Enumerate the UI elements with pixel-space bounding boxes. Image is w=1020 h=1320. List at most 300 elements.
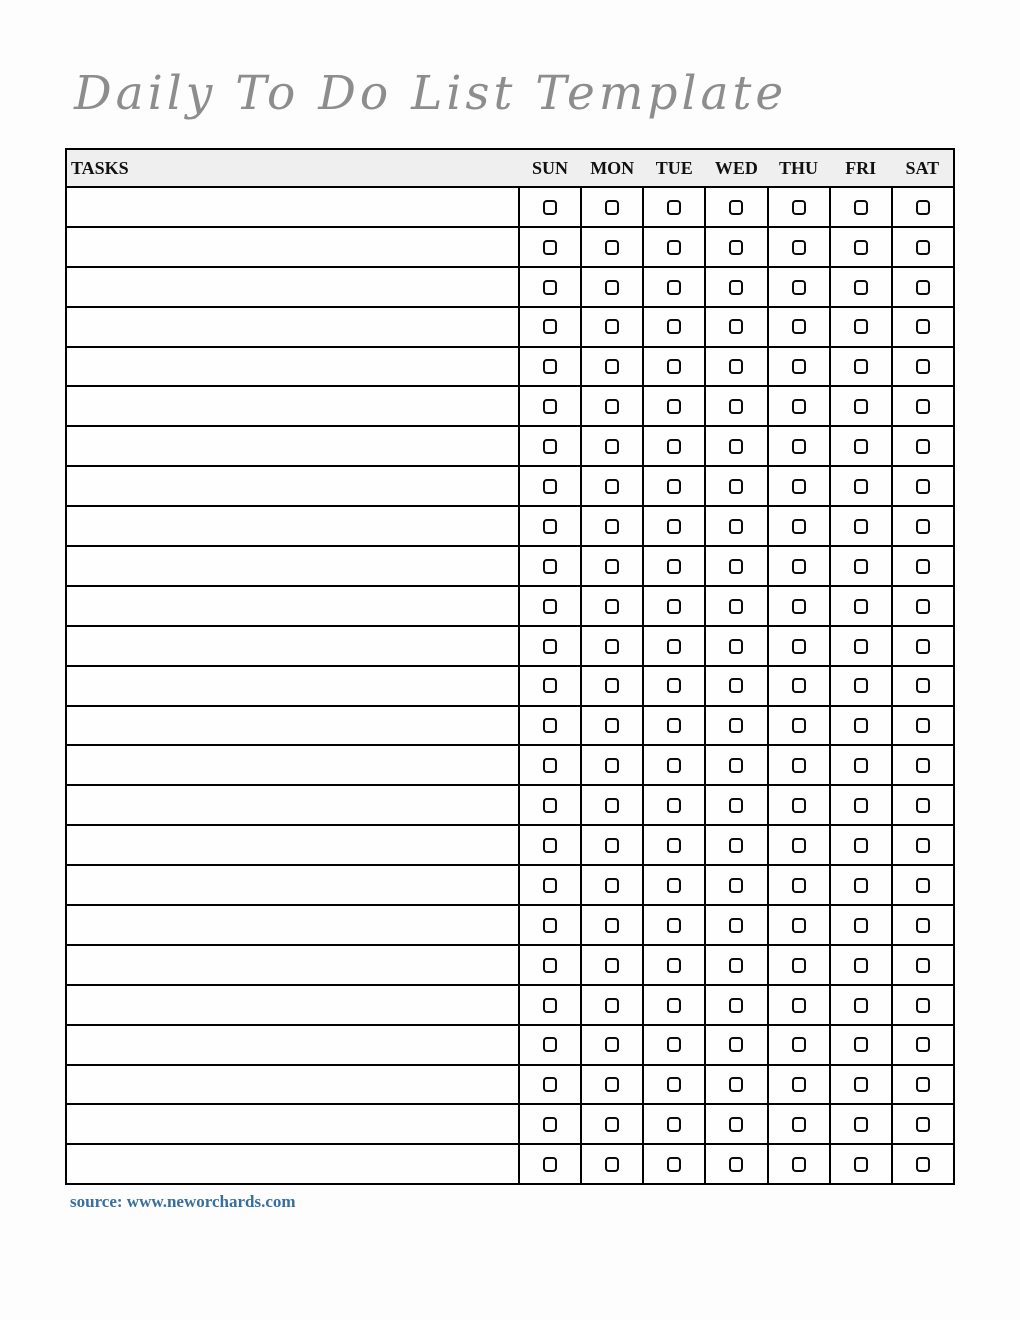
day-cell-fri [830, 1104, 892, 1144]
checkbox-fri[interactable] [854, 359, 868, 374]
task-cell[interactable] [66, 267, 519, 307]
day-cell-mon [581, 666, 643, 706]
task-cell[interactable] [66, 905, 519, 945]
day-cell-sat [892, 745, 954, 785]
day-cell-sat [892, 1104, 954, 1144]
task-cell[interactable] [66, 865, 519, 905]
checkbox-thu[interactable] [792, 519, 806, 534]
task-cell[interactable] [66, 187, 519, 227]
day-cell-sun [519, 1104, 581, 1144]
day-cell-wed [705, 546, 767, 586]
checkbox-tue[interactable] [667, 1077, 681, 1092]
checkbox-wed[interactable] [729, 758, 743, 773]
table-row [66, 586, 954, 626]
checkbox-thu[interactable] [792, 240, 806, 255]
day-cell-thu [768, 586, 830, 626]
checkbox-wed[interactable] [729, 319, 743, 334]
checkbox-tue[interactable] [667, 519, 681, 534]
checkbox-wed[interactable] [729, 519, 743, 534]
checkbox-mon[interactable] [605, 319, 619, 334]
checkbox-sat[interactable] [916, 359, 930, 374]
checkbox-wed[interactable] [729, 918, 743, 933]
day-cell-sun [519, 307, 581, 347]
checkbox-sat[interactable] [916, 918, 930, 933]
checkbox-wed[interactable] [729, 838, 743, 853]
checkbox-sun[interactable] [543, 359, 557, 374]
task-cell[interactable] [66, 426, 519, 466]
checkbox-tue[interactable] [667, 639, 681, 654]
checkbox-thu[interactable] [792, 958, 806, 973]
checkbox-sun[interactable] [543, 1037, 557, 1052]
day-cell-mon [581, 985, 643, 1025]
table-header [66, 149, 954, 187]
checkbox-sun[interactable] [543, 758, 557, 773]
task-cell[interactable] [66, 785, 519, 825]
day-cell-wed [705, 347, 767, 387]
checkbox-wed[interactable] [729, 1117, 743, 1132]
checkbox-mon[interactable] [605, 678, 619, 693]
task-cell[interactable] [66, 1104, 519, 1144]
checkbox-wed[interactable] [729, 559, 743, 574]
checkbox-mon[interactable] [605, 918, 619, 933]
checkbox-tue[interactable] [667, 439, 681, 454]
checkbox-fri[interactable] [854, 678, 868, 693]
table-row [66, 307, 954, 347]
day-cell-wed [705, 785, 767, 825]
checkbox-sun[interactable] [543, 878, 557, 893]
day-header-wed: WED [705, 149, 767, 187]
checkbox-fri[interactable] [854, 639, 868, 654]
checkbox-thu[interactable] [792, 599, 806, 614]
day-cell-thu [768, 945, 830, 985]
table-row [66, 546, 954, 586]
day-cell-tue [643, 785, 705, 825]
checkbox-tue[interactable] [667, 200, 681, 215]
checkbox-fri[interactable] [854, 280, 868, 295]
task-cell[interactable] [66, 586, 519, 626]
checkbox-tue[interactable] [667, 479, 681, 494]
checkbox-tue[interactable] [667, 878, 681, 893]
day-cell-fri [830, 865, 892, 905]
day-cell-sat [892, 985, 954, 1025]
table-row [66, 985, 954, 1025]
checkbox-sat[interactable] [916, 240, 930, 255]
day-cell-wed [705, 267, 767, 307]
day-cell-thu [768, 865, 830, 905]
checkbox-sat[interactable] [916, 758, 930, 773]
checkbox-sun[interactable] [543, 998, 557, 1013]
checkbox-tue[interactable] [667, 280, 681, 295]
checkbox-fri[interactable] [854, 918, 868, 933]
checkbox-sat[interactable] [916, 1157, 930, 1172]
checkbox-mon[interactable] [605, 718, 619, 733]
checkbox-mon[interactable] [605, 399, 619, 414]
checkbox-fri[interactable] [854, 718, 868, 733]
day-cell-sat [892, 1065, 954, 1105]
day-cell-fri [830, 706, 892, 746]
day-cell-sun [519, 825, 581, 865]
day-cell-mon [581, 187, 643, 227]
day-cell-thu [768, 506, 830, 546]
checkbox-sun[interactable] [543, 798, 557, 813]
task-cell[interactable] [66, 1065, 519, 1105]
checkbox-sat[interactable] [916, 639, 930, 654]
checkbox-fri[interactable] [854, 878, 868, 893]
checkbox-fri[interactable] [854, 1037, 868, 1052]
checkbox-tue[interactable] [667, 319, 681, 334]
day-cell-wed [705, 1065, 767, 1105]
checkbox-thu[interactable] [792, 359, 806, 374]
day-cell-mon [581, 825, 643, 865]
checkbox-sat[interactable] [916, 559, 930, 574]
checkbox-sat[interactable] [916, 599, 930, 614]
checkbox-thu[interactable] [792, 998, 806, 1013]
checkbox-mon[interactable] [605, 559, 619, 574]
checkbox-fri[interactable] [854, 1117, 868, 1132]
day-cell-mon [581, 626, 643, 666]
checkbox-fri[interactable] [854, 479, 868, 494]
checkbox-sat[interactable] [916, 998, 930, 1013]
day-cell-tue [643, 506, 705, 546]
task-cell[interactable] [66, 307, 519, 347]
checkbox-mon[interactable] [605, 1157, 619, 1172]
checkbox-tue[interactable] [667, 599, 681, 614]
checkbox-wed[interactable] [729, 399, 743, 414]
day-cell-sun [519, 706, 581, 746]
checkbox-sun[interactable] [543, 479, 557, 494]
task-cell[interactable] [66, 546, 519, 586]
checkbox-mon[interactable] [605, 439, 619, 454]
checkbox-wed[interactable] [729, 678, 743, 693]
task-cell[interactable] [66, 945, 519, 985]
day-cell-sat [892, 586, 954, 626]
day-cell-tue [643, 267, 705, 307]
day-cell-tue [643, 1065, 705, 1105]
checkbox-mon[interactable] [605, 639, 619, 654]
checkbox-fri[interactable] [854, 559, 868, 574]
table-row [66, 626, 954, 666]
checkbox-mon[interactable] [605, 280, 619, 295]
checkbox-fri[interactable] [854, 399, 868, 414]
day-cell-wed [705, 745, 767, 785]
day-cell-sun [519, 945, 581, 985]
checkbox-sat[interactable] [916, 718, 930, 733]
checkbox-mon[interactable] [605, 1117, 619, 1132]
day-cell-mon [581, 1025, 643, 1065]
day-cell-sun [519, 1144, 581, 1184]
day-cell-sun [519, 267, 581, 307]
checkbox-sun[interactable] [543, 439, 557, 454]
checkbox-sun[interactable] [543, 519, 557, 534]
checkbox-sat[interactable] [916, 878, 930, 893]
checkbox-thu[interactable] [792, 1077, 806, 1092]
checkbox-thu[interactable] [792, 918, 806, 933]
checkbox-thu[interactable] [792, 878, 806, 893]
checkbox-wed[interactable] [729, 798, 743, 813]
checkbox-wed[interactable] [729, 280, 743, 295]
checkbox-tue[interactable] [667, 998, 681, 1013]
checkbox-tue[interactable] [667, 399, 681, 414]
checkbox-wed[interactable] [729, 200, 743, 215]
checkbox-wed[interactable] [729, 1077, 743, 1092]
checkbox-thu[interactable] [792, 1037, 806, 1052]
task-cell[interactable] [66, 386, 519, 426]
task-cell[interactable] [66, 347, 519, 387]
checkbox-sun[interactable] [543, 958, 557, 973]
task-cell[interactable] [66, 626, 519, 666]
day-cell-fri [830, 347, 892, 387]
checkbox-fri[interactable] [854, 758, 868, 773]
checkbox-fri[interactable] [854, 319, 868, 334]
checkbox-mon[interactable] [605, 519, 619, 534]
checkbox-sat[interactable] [916, 319, 930, 334]
day-cell-thu [768, 825, 830, 865]
checkbox-fri[interactable] [854, 998, 868, 1013]
checkbox-sat[interactable] [916, 958, 930, 973]
day-header-tue: TUE [643, 149, 705, 187]
task-cell[interactable] [66, 666, 519, 706]
day-cell-sat [892, 227, 954, 267]
table-row [66, 267, 954, 307]
day-cell-tue [643, 187, 705, 227]
checkbox-sun[interactable] [543, 718, 557, 733]
task-cell[interactable] [66, 745, 519, 785]
day-cell-mon [581, 865, 643, 905]
day-cell-wed [705, 466, 767, 506]
checkbox-sun[interactable] [543, 319, 557, 334]
checkbox-sat[interactable] [916, 399, 930, 414]
checkbox-fri[interactable] [854, 1077, 868, 1092]
task-cell[interactable] [66, 985, 519, 1025]
checkbox-sat[interactable] [916, 798, 930, 813]
checkbox-mon[interactable] [605, 838, 619, 853]
day-cell-sun [519, 347, 581, 387]
task-cell[interactable] [66, 466, 519, 506]
checkbox-thu[interactable] [792, 280, 806, 295]
checkbox-sat[interactable] [916, 280, 930, 295]
task-cell[interactable] [66, 506, 519, 546]
task-cell[interactable] [66, 227, 519, 267]
day-cell-tue [643, 945, 705, 985]
checkbox-sat[interactable] [916, 678, 930, 693]
day-cell-fri [830, 666, 892, 706]
day-cell-mon [581, 506, 643, 546]
checkbox-fri[interactable] [854, 519, 868, 534]
day-cell-fri [830, 825, 892, 865]
table-row [66, 227, 954, 267]
checkbox-thu[interactable] [792, 319, 806, 334]
checkbox-fri[interactable] [854, 200, 868, 215]
checkbox-thu[interactable] [792, 639, 806, 654]
checkbox-wed[interactable] [729, 439, 743, 454]
checkbox-sun[interactable] [543, 1117, 557, 1132]
table-row [66, 1025, 954, 1065]
checkbox-sun[interactable] [543, 280, 557, 295]
checkbox-mon[interactable] [605, 479, 619, 494]
task-cell[interactable] [66, 825, 519, 865]
day-cell-sat [892, 386, 954, 426]
checkbox-mon[interactable] [605, 1077, 619, 1092]
checkbox-tue[interactable] [667, 559, 681, 574]
day-cell-thu [768, 227, 830, 267]
checkbox-thu[interactable] [792, 1117, 806, 1132]
checkbox-sat[interactable] [916, 439, 930, 454]
table-row [66, 825, 954, 865]
checkbox-fri[interactable] [854, 240, 868, 255]
checkbox-sun[interactable] [543, 599, 557, 614]
checkbox-wed[interactable] [729, 958, 743, 973]
day-cell-tue [643, 905, 705, 945]
checkbox-thu[interactable] [792, 838, 806, 853]
checkbox-thu[interactable] [792, 718, 806, 733]
day-cell-thu [768, 347, 830, 387]
tasks-column-header: TASKS [66, 149, 519, 187]
day-cell-thu [768, 466, 830, 506]
day-cell-tue [643, 666, 705, 706]
checkbox-tue[interactable] [667, 1117, 681, 1132]
table-row [66, 745, 954, 785]
day-cell-thu [768, 267, 830, 307]
day-cell-tue [643, 706, 705, 746]
day-cell-sun [519, 386, 581, 426]
checkbox-tue[interactable] [667, 838, 681, 853]
checkbox-thu[interactable] [792, 758, 806, 773]
checkbox-mon[interactable] [605, 1037, 619, 1052]
day-cell-wed [705, 227, 767, 267]
checkbox-wed[interactable] [729, 998, 743, 1013]
checkbox-mon[interactable] [605, 359, 619, 374]
checkbox-wed[interactable] [729, 359, 743, 374]
day-cell-sun [519, 466, 581, 506]
checkbox-fri[interactable] [854, 798, 868, 813]
checkbox-thu[interactable] [792, 1157, 806, 1172]
checkbox-tue[interactable] [667, 918, 681, 933]
day-cell-tue [643, 426, 705, 466]
checkbox-wed[interactable] [729, 639, 743, 654]
day-cell-thu [768, 1144, 830, 1184]
checkbox-wed[interactable] [729, 878, 743, 893]
checkbox-sun[interactable] [543, 918, 557, 933]
day-cell-fri [830, 506, 892, 546]
day-cell-wed [705, 426, 767, 466]
checkbox-tue[interactable] [667, 798, 681, 813]
checkbox-thu[interactable] [792, 200, 806, 215]
checkbox-wed[interactable] [729, 599, 743, 614]
day-cell-fri [830, 1144, 892, 1184]
day-cell-mon [581, 227, 643, 267]
day-cell-sat [892, 626, 954, 666]
checkbox-tue[interactable] [667, 1037, 681, 1052]
checkbox-thu[interactable] [792, 439, 806, 454]
day-cell-sat [892, 546, 954, 586]
checkbox-thu[interactable] [792, 678, 806, 693]
checkbox-sun[interactable] [543, 240, 557, 255]
checkbox-fri[interactable] [854, 838, 868, 853]
checkbox-sun[interactable] [543, 838, 557, 853]
checkbox-sat[interactable] [916, 200, 930, 215]
checkbox-fri[interactable] [854, 439, 868, 454]
day-cell-mon [581, 586, 643, 626]
checkbox-fri[interactable] [854, 599, 868, 614]
checkbox-wed[interactable] [729, 479, 743, 494]
checkbox-sat[interactable] [916, 1077, 930, 1092]
day-cell-fri [830, 466, 892, 506]
day-cell-wed [705, 825, 767, 865]
day-cell-thu [768, 187, 830, 227]
checkbox-thu[interactable] [792, 479, 806, 494]
day-cell-tue [643, 865, 705, 905]
checkbox-wed[interactable] [729, 1157, 743, 1172]
checkbox-mon[interactable] [605, 998, 619, 1013]
day-cell-fri [830, 626, 892, 666]
day-cell-tue [643, 386, 705, 426]
checkbox-sun[interactable] [543, 399, 557, 414]
day-cell-mon [581, 745, 643, 785]
day-cell-wed [705, 586, 767, 626]
checkbox-mon[interactable] [605, 240, 619, 255]
checkbox-mon[interactable] [605, 798, 619, 813]
checkbox-tue[interactable] [667, 718, 681, 733]
checkbox-thu[interactable] [792, 798, 806, 813]
task-cell[interactable] [66, 1025, 519, 1065]
day-cell-mon [581, 347, 643, 387]
day-cell-tue [643, 985, 705, 1025]
task-cell[interactable] [66, 706, 519, 746]
day-cell-thu [768, 785, 830, 825]
checkbox-sun[interactable] [543, 678, 557, 693]
checkbox-tue[interactable] [667, 359, 681, 374]
checkbox-tue[interactable] [667, 958, 681, 973]
checkbox-fri[interactable] [854, 958, 868, 973]
checkbox-mon[interactable] [605, 758, 619, 773]
checkbox-sun[interactable] [543, 200, 557, 215]
day-cell-wed [705, 985, 767, 1025]
checkbox-sun[interactable] [543, 639, 557, 654]
day-cell-mon [581, 426, 643, 466]
checkbox-sun[interactable] [543, 1077, 557, 1092]
task-cell[interactable] [66, 1144, 519, 1184]
checkbox-sat[interactable] [916, 838, 930, 853]
checkbox-sat[interactable] [916, 479, 930, 494]
checkbox-sun[interactable] [543, 1157, 557, 1172]
day-cell-tue [643, 586, 705, 626]
checkbox-fri[interactable] [854, 1157, 868, 1172]
checkbox-sat[interactable] [916, 1037, 930, 1052]
checkbox-sat[interactable] [916, 1117, 930, 1132]
checkbox-tue[interactable] [667, 240, 681, 255]
checkbox-mon[interactable] [605, 878, 619, 893]
day-cell-sun [519, 785, 581, 825]
checkbox-thu[interactable] [792, 399, 806, 414]
checkbox-sat[interactable] [916, 519, 930, 534]
checkbox-thu[interactable] [792, 559, 806, 574]
checkbox-tue[interactable] [667, 1157, 681, 1172]
checkbox-wed[interactable] [729, 1037, 743, 1052]
day-cell-thu [768, 666, 830, 706]
checkbox-wed[interactable] [729, 718, 743, 733]
checkbox-tue[interactable] [667, 758, 681, 773]
checkbox-wed[interactable] [729, 240, 743, 255]
checkbox-mon[interactable] [605, 599, 619, 614]
table-row [66, 426, 954, 466]
day-cell-fri [830, 546, 892, 586]
day-header-mon: MON [581, 149, 643, 187]
day-cell-mon [581, 905, 643, 945]
checkbox-sun[interactable] [543, 559, 557, 574]
checkbox-mon[interactable] [605, 958, 619, 973]
checkbox-tue[interactable] [667, 678, 681, 693]
checkbox-mon[interactable] [605, 200, 619, 215]
